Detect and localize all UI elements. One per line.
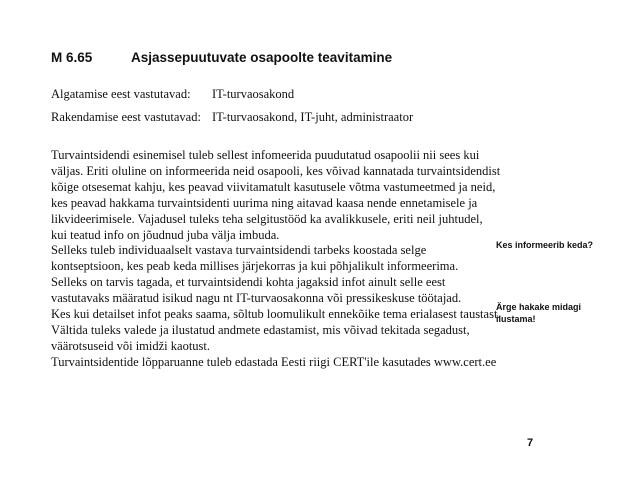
margin-note-no-embellishing: Ärge hakake midagi ilustama! — [496, 302, 582, 324]
implementation-responsible-value: IT-turvaosakond, IT-juht, administraator — [212, 110, 414, 124]
page-number: 7 — [527, 437, 534, 449]
implementation-responsible-label: Rakendamise eest vastutavad: — [51, 110, 201, 124]
section-title: Asjassepuutuvate osapoolte teavitamine — [131, 50, 393, 65]
initiation-responsible-value: IT-turvaosakond — [212, 87, 295, 101]
section-code: M 6.65 — [51, 50, 93, 65]
paragraph-responsible-persons: Selleks on tarvis tagada, et turvaintsidendi kohta jagaksid infot ainult selle eest vastutavaks määratud isikud nagu nt IT-turvaosakonna või pressikeskuse töötajad. — [51, 275, 462, 306]
body-text — [51, 148, 501, 371]
paragraph-concept: Selleks tuleb individuaalselt vastava turvaintsidendi tarbeks koostada selge kontseptsioon, kes peab keda millises järjekorras ja kui põhjalikult informeerima. — [51, 243, 459, 274]
initiation-responsible-label: Algatamise eest vastutavad: — [51, 87, 191, 101]
paragraph-final-report: Turvaintsidentide lõpparuanne tuleb edastada Eesti riigi CERT'ile kasutades www.cert.ee — [51, 354, 497, 369]
margin-note-who-informs: Kes informeerib keda? — [496, 240, 594, 250]
paragraph-detail-level: Kes kui detailset infot peaks saama, sõltub loomulikult ennekõike tema erialasest taustast. Vältida tuleks valede ja ilustatud andmete edastamist, mis võivad tekitada segadust, väärotsuseid või imidži kaotust. — [51, 307, 501, 353]
paragraph-notification: Turvaintsidendi esinemisel tuleb sellest infomeerida puudutatud osapoolii nii sees kui väljas. Eriti oluline on informeerida neid osapooli, kes võivad kannatada turvaintsidendist kõige otsesemat kahju, kes peavad viivitamatult kasutusele võtma vastumeetmed ja neid, kes peavad hakkama turvaintsidenti uurima ning aitavad kaasa nende ennetamisele ja likvideerimisele. Vajadusel tuleks teha selgitustööd ka avalikkusele, eriti neil juhtudel, kui teatud info on jõudnud juba välja imbuda. — [51, 148, 501, 242]
